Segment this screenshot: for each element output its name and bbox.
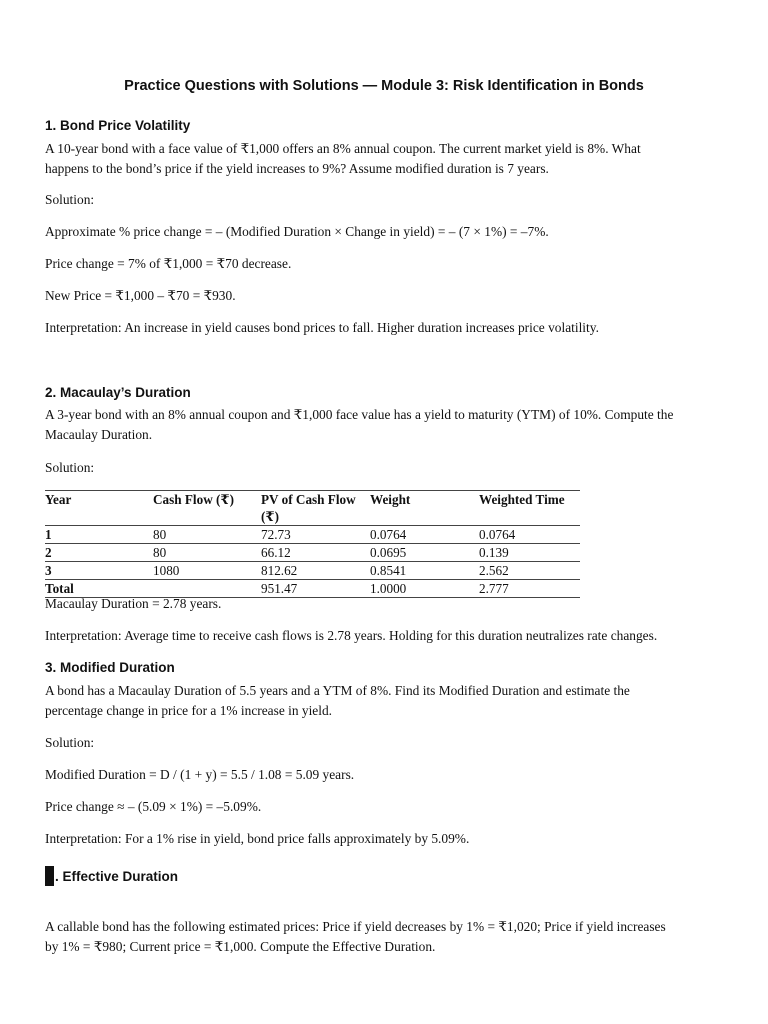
section-3-step-1: Modified Duration = D / (1 + y) = 5.5 / 1.08 = 5.09 years. [45, 767, 355, 782]
section-1-step-3: New Price = ₹1,000 – ₹70 = ₹930. [45, 288, 236, 303]
section-2-result: Macaulay Duration = 2.78 years. [45, 596, 222, 611]
table-cell: 951.47 [261, 581, 298, 596]
question-line: happens to the bond’s price if the yield increases to 9%? Assume modified duration is 7 years. [45, 160, 549, 176]
table-cell: 1080 [153, 563, 180, 578]
question-line: by 1% = ₹980; Current price = ₹1,000. Compute the Effective Duration. [45, 938, 436, 954]
table-cell: 72.73 [261, 527, 291, 542]
table-cell: 66.12 [261, 545, 291, 560]
redaction-marker [45, 866, 54, 886]
table-cell: 2.562 [479, 563, 509, 578]
section-1-solution-label: Solution: [45, 192, 95, 207]
section-1-step-1: Approximate % price change = – (Modified Duration × Change in yield) = – (7 × 1%) = –7%. [45, 224, 549, 239]
table-cell: 3 [45, 563, 52, 578]
section-1-question [45, 139, 735, 178]
section-4-heading [45, 866, 178, 886]
table-row [45, 526, 580, 544]
section-3-heading: 3. Modified Duration [45, 660, 175, 675]
section-1-heading: 1. Bond Price Volatility [45, 118, 191, 133]
table-header-cell: Weight [370, 492, 411, 507]
section-3-solution-label: Solution: [45, 735, 95, 750]
table-cell: 0.0695 [370, 545, 407, 560]
section-4-heading-text: . Effective Duration [55, 869, 179, 884]
table-header-row [45, 491, 580, 526]
table-cell: 0.0764 [479, 527, 516, 542]
table-cell: 0.0764 [370, 527, 407, 542]
table-header-cell: Weighted Time [479, 492, 565, 507]
table-row [45, 562, 580, 580]
table-cell: 80 [153, 527, 167, 542]
cash-flow-table [45, 490, 580, 598]
question-line: Macaulay Duration. [45, 426, 153, 442]
section-1-interpretation: Interpretation: An increase in yield causes bond prices to fall. Higher duration increases price volatility. [45, 320, 599, 335]
table-header-cell: Cash Flow (₹) [153, 492, 234, 507]
section-3-question [45, 681, 735, 720]
table-cell: 2.777 [479, 581, 509, 596]
question-line: A 3-year bond with an 8% annual coupon and ₹1,000 face value has a yield to maturity (YTM) of 10%. Compute the [45, 407, 674, 422]
table-cell: 812.62 [261, 563, 298, 578]
section-4-question [45, 917, 735, 956]
section-3-interpretation: Interpretation: For a 1% rise in yield, bond price falls approximately by 5.09%. [45, 831, 470, 846]
table-cell: 0.8541 [370, 563, 407, 578]
table-row [45, 544, 580, 562]
table-cell: 1.0000 [370, 581, 407, 596]
section-2-heading: 2. Macaulay’s Duration [45, 385, 191, 400]
question-line: A callable bond has the following estimated prices: Price if yield decreases by 1% = ₹1,020; Price if yield increases [45, 919, 666, 934]
table-header-cell: Year [45, 492, 72, 507]
table-cell: 1 [45, 527, 52, 542]
table-cell: 0.139 [479, 545, 509, 560]
question-line: percentage change in price for a 1% increase in yield. [45, 702, 333, 718]
table-header-cell: PV of Cash Flow (₹) [261, 492, 356, 524]
table-cell: Total [45, 581, 74, 596]
question-line: A 10-year bond with a face value of ₹1,000 offers an 8% annual coupon. The current market yield is 8%. What [45, 141, 641, 156]
section-2-solution-label: Solution: [45, 460, 95, 475]
page-title: Practice Questions with Solutions — Module 3: Risk Identification in Bonds [124, 78, 644, 94]
section-2-question [45, 405, 735, 444]
section-1-step-2: Price change = 7% of ₹1,000 = ₹70 decrease. [45, 256, 292, 271]
section-2-interpretation: Interpretation: Average time to receive cash flows is 2.78 years. Holding for this duration neutralizes rate changes. [45, 628, 658, 643]
section-3-step-2: Price change ≈ – (5.09 × 1%) = –5.09%. [45, 799, 262, 814]
table-cell: 80 [153, 545, 167, 560]
question-line: A bond has a Macaulay Duration of 5.5 years and a YTM of 8%. Find its Modified Duration and estimate the [45, 683, 630, 698]
table-cell: 2 [45, 545, 52, 560]
